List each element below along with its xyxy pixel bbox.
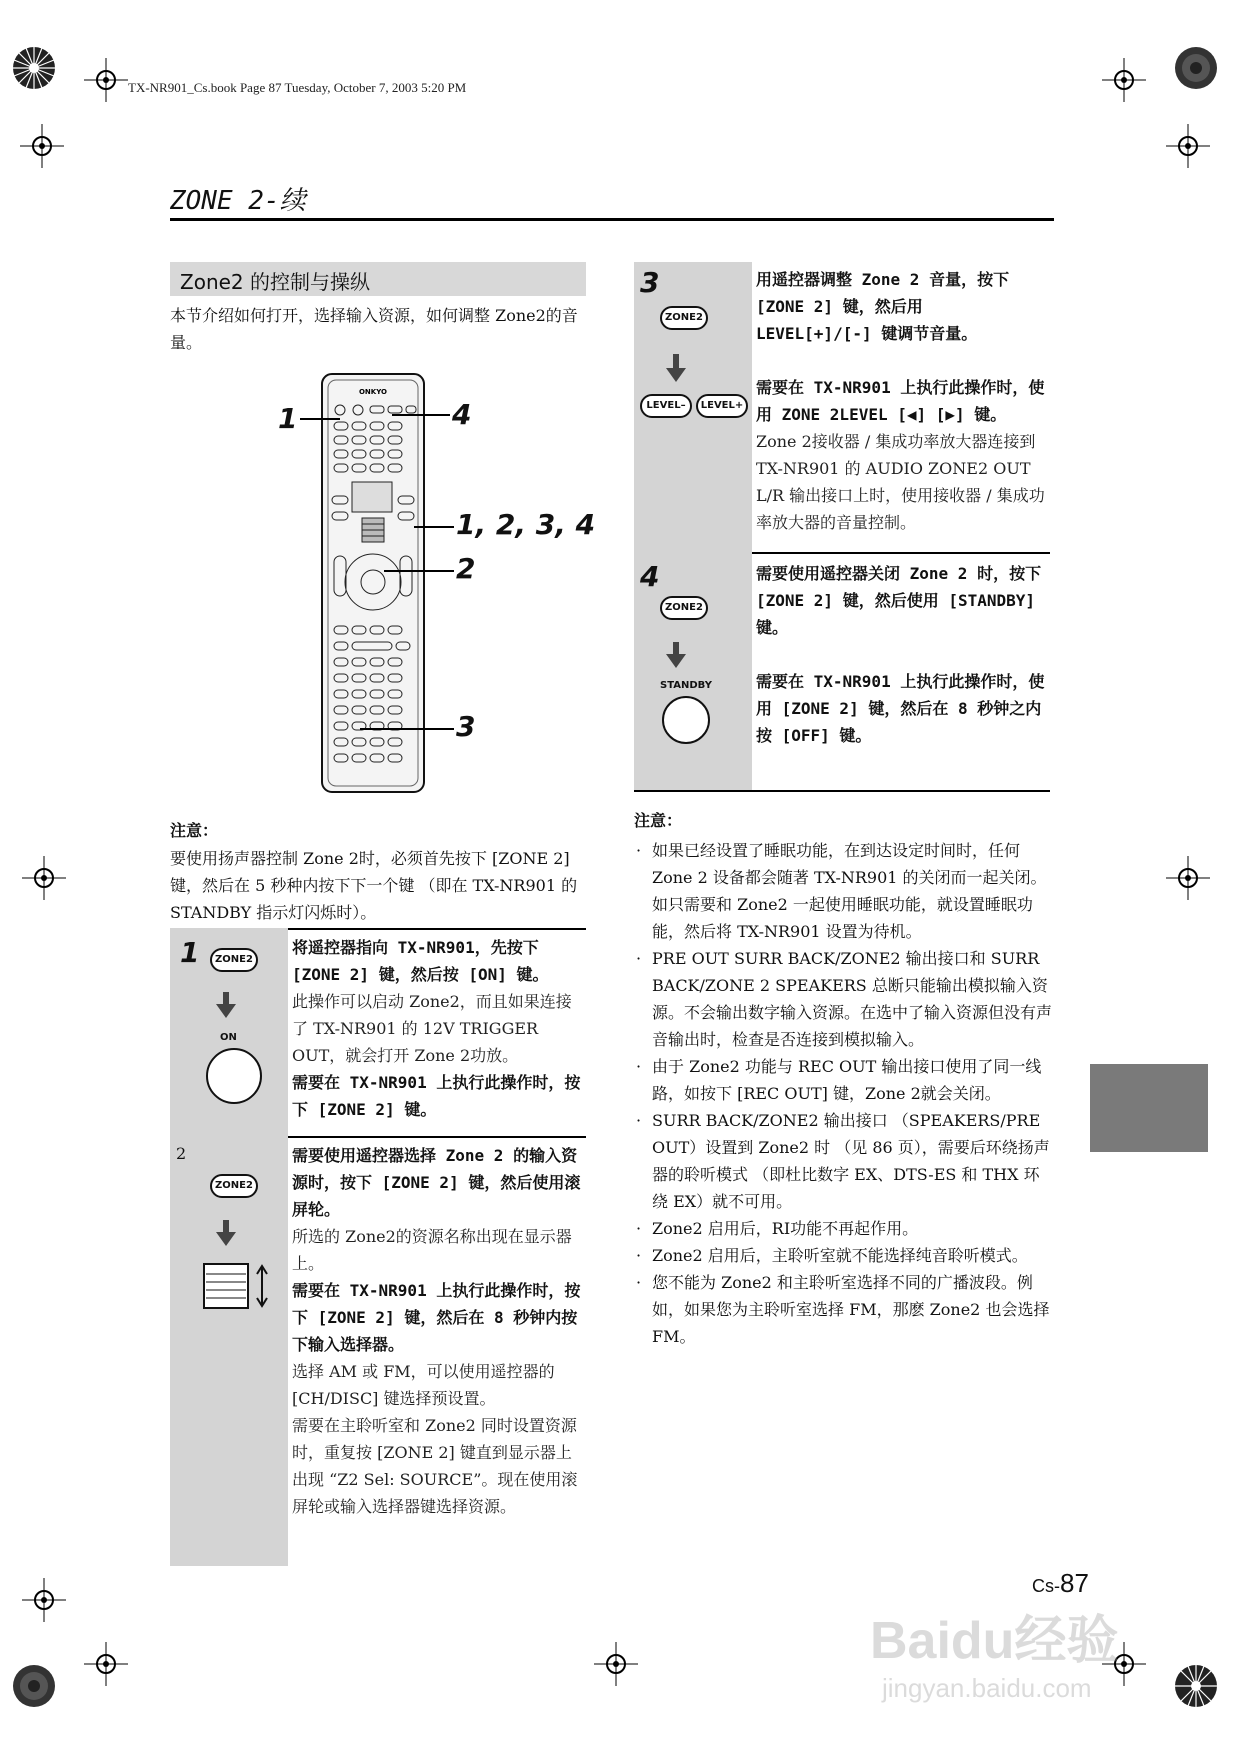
- sunburst-mark-top-right: [1174, 46, 1218, 90]
- step-line: 将遥控器指向 TX-NR901，先按下 [ZONE 2] 键，然后按 [ON] 键。: [292, 938, 549, 984]
- step-line: 需要使用遥控器选择 Zone 2 的输入资源时，按下 [ZONE 2] 键，然后使用滚屏轮。: [292, 1146, 581, 1219]
- step-line: 需要使用遥控器关闭 Zone 2 时，按下 [ZONE 2] 键，然后使用 [STANDBY] 键。: [756, 564, 1042, 637]
- callout-leader: [414, 526, 454, 528]
- arrow-down-icon: [673, 354, 679, 368]
- title-rule: [170, 218, 1054, 221]
- callout-4: 4: [452, 398, 472, 431]
- step-2: [170, 1136, 586, 1566]
- zone2-button-icon: ZONE2: [660, 306, 708, 330]
- crosshair-mark: [22, 1578, 66, 1622]
- step-3: [634, 262, 1050, 552]
- remote-control-illustration: [320, 372, 426, 794]
- standby-power-button-icon: [662, 696, 710, 744]
- zone2-button-icon: ZONE2: [660, 596, 708, 620]
- crosshair-mark: [1102, 58, 1146, 102]
- on-label: ON: [220, 1032, 237, 1043]
- note-text: 要使用扬声器控制 Zone 2时，必须首先按下 [ZONE 2] 键，然后在 5 秒种内按下下一个键 （即在 TX-NR901 的 STANDBY 指示灯闪烁时）。: [170, 849, 578, 922]
- note-title: 注意：: [634, 811, 683, 830]
- remote-brand: ONKYO: [358, 388, 388, 396]
- note-item: · 如果已经设置了睡眠功能，在到达设定时间时，任何 Zone 2 设备都会随著 TX-NR901 的关闭而一起关闭。如只需要和 Zone2 一起使用睡眠功能，就设置睡眠功能，然后将 TX-NR901 设置为待机。: [634, 837, 1054, 945]
- on-button-icon: [206, 1048, 262, 1104]
- callout-1234: 1, 2, 3, 4: [456, 508, 596, 541]
- jog-wheel-icon: [202, 1262, 272, 1310]
- step-line: 所选的 Zone2的资源名称出现在显示器上。: [292, 1227, 572, 1273]
- arrow-down-icon: [223, 992, 229, 1004]
- note-item: · SURR BACK/ZONE2 输出接口 （SPEAKERS/PRE OUT）设置到 Zone2 时 （见 86 页），需要后环绕扬声器的聆听模式 （即杜比数字 EX、DTS-ES 和 THX 环绕 EX）就不可用。: [634, 1107, 1054, 1215]
- note-list: [634, 837, 1054, 1350]
- step-number: 1: [180, 936, 200, 969]
- callout-1: 1: [278, 402, 298, 435]
- note-title: 注意：: [170, 821, 219, 840]
- note-item: · Zone2 启用后，主聆听室就不能选择纯音聆听模式。: [634, 1242, 1054, 1269]
- step-illustration-panel: [170, 1136, 288, 1566]
- standby-label: STANDBY: [660, 680, 712, 691]
- callout-leader: [392, 414, 450, 416]
- step-line: 需要在主聆听室和 Zone2 同时设置资源时，重复按 [ZONE 2] 键直到显示器上出现 “Z2 Sel: SOURCE”。现在使用滚屏轮或输入选择器键选择资源。: [292, 1416, 578, 1516]
- note-item: · 由于 Zone2 功能与 REC OUT 输出接口使用了同一线路，如按下 [REC OUT] 键，Zone 2就会关闭。: [634, 1053, 1054, 1107]
- watermark-text: Baidu经验: [870, 1612, 1119, 1670]
- arrow-down-icon: [216, 1004, 236, 1018]
- page-number: [1032, 1568, 1089, 1599]
- page-number-value: 87: [1060, 1568, 1089, 1598]
- step-number: 4: [640, 560, 660, 593]
- arrow-down-icon: [666, 654, 686, 668]
- step-number: 2: [176, 1144, 187, 1163]
- callout-leader: [300, 418, 340, 420]
- step-line: 用遥控器调整 Zone 2 音量，按下 [ZONE 2] 键，然后用 LEVEL[+]/[-] 键调节音量。: [756, 270, 1010, 343]
- sunburst-mark-bottom-left: [12, 1664, 56, 1708]
- step-line: 需要在 TX-NR901 上执行此操作时，使用 [ZONE 2] 键，然后在 8 秒钟之内按 [OFF] 键。: [756, 672, 1045, 745]
- step-2-text: [292, 1142, 582, 1520]
- right-note: [634, 808, 1054, 1350]
- crosshair-mark: [1166, 124, 1210, 168]
- note-item: · Zone2 启用后，RI功能不再起作用。: [634, 1215, 1054, 1242]
- callout-leader: [384, 570, 454, 572]
- step-number: 3: [640, 266, 660, 299]
- level-minus-button-icon: LEVEL–: [640, 394, 692, 418]
- note-item: · 您不能为 Zone2 和主聆听室选择不同的广播波段。例如，如果您为主聆听室选择 FM，那麽 Zone2 也会选择 FM。: [634, 1269, 1054, 1350]
- crosshair-mark: [22, 856, 66, 900]
- step-1-text: [292, 934, 582, 1123]
- level-plus-button-icon: LEVEL+: [696, 394, 748, 418]
- step-line: 需要在 TX-NR901 上执行此操作时，使用 ZONE 2LEVEL [◀] [▶] 键。: [756, 378, 1045, 424]
- page-title: ZONE 2-续: [170, 186, 306, 216]
- watermark-url: jingyan.baidu.com: [882, 1673, 1092, 1703]
- left-note: [170, 818, 590, 926]
- section-heading: [170, 262, 586, 296]
- page-prefix: Cs-: [1032, 1576, 1060, 1596]
- crosshair-mark: [1166, 856, 1210, 900]
- step-line: Zone 2接收器 / 集成功率放大器连接到 TX-NR901 的 AUDIO ZONE2 OUT L/R 输出接口上时，使用接收器 / 集成功率放大器的音量控制。: [756, 432, 1045, 532]
- crosshair-mark: [20, 124, 64, 168]
- section-side-tab: [1090, 1064, 1208, 1152]
- arrow-down-icon: [673, 642, 679, 654]
- zone2-button-icon: ZONE2: [210, 1174, 258, 1198]
- arrow-down-icon: [666, 368, 686, 382]
- arrow-down-icon: [223, 1220, 229, 1232]
- sunburst-mark-top-left: [12, 46, 56, 90]
- step-4-text: [756, 560, 1046, 749]
- crosshair-mark: [84, 58, 128, 102]
- step-line: 需要在 TX-NR901 上执行此操作时，按下 [ZONE 2] 键。: [292, 1073, 581, 1119]
- note-item: · PRE OUT SURR BACK/ZONE2 输出接口和 SURR BACK/ZONE 2 SPEAKERS 总断只能输出模拟输入资源。不会输出数字输入资源。在选中了输入资源但没有声音输出时，检查是否连接到模拟输入。: [634, 945, 1054, 1053]
- step-3-text: [756, 266, 1046, 536]
- section-heading-text: Zone2 的控制与操纵: [180, 270, 370, 294]
- callout-leader: [360, 728, 454, 730]
- step-line: 选择 AM 或 FM，可以使用遥控器的 [CH/DISC] 键选择预设置。: [292, 1362, 555, 1408]
- step-line: 此操作可以启动 Zone2，而且如果连接了 TX-NR901 的 12V TRIGGER OUT，就会打开 Zone 2功放。: [292, 992, 572, 1065]
- step-rule: [634, 790, 1050, 792]
- callout-3: 3: [456, 710, 476, 743]
- crosshair-mark: [84, 1642, 128, 1686]
- step-4: [634, 552, 1050, 790]
- book-info-line: TX-NR901_Cs.book Page 87 Tuesday, October 7, 2003 5:20 PM: [128, 80, 467, 95]
- step-line: 需要在 TX-NR901 上执行此操作时，按下 [ZONE 2] 键，然后在 8 秒钟内按下输入选择器。: [292, 1281, 581, 1354]
- arrow-down-icon: [216, 1232, 236, 1246]
- callout-2: 2: [456, 552, 476, 585]
- baidu-watermark: [870, 1598, 1200, 1718]
- crosshair-mark: [594, 1642, 638, 1686]
- zone2-button-icon: ZONE2: [210, 948, 258, 972]
- section-intro: 本节介绍如何打开，选择输入资源，如何调整 Zone2的音量。: [170, 306, 578, 352]
- step-1: [170, 928, 586, 1136]
